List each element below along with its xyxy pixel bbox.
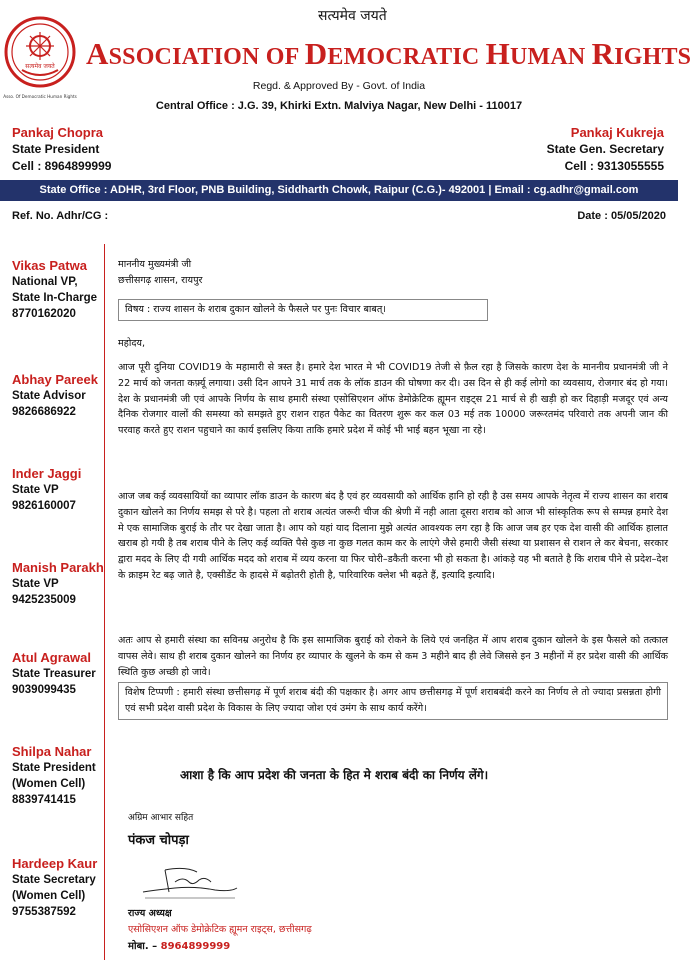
letter-date: Date : 05/05/2020 bbox=[577, 210, 666, 222]
left-officer-role: State President bbox=[12, 142, 100, 156]
org-name: ASSOCIATION OF DEMOCRATIC HUMAN RIGHTS bbox=[86, 36, 691, 71]
paragraph-1: आज पूरी दुनिया COVID19 के महामारी से त्रस्त है। हमारे देश भारत मे भी COVID19 तेजी से फ़ैल रहा है जिसके कारण देश के माननीय प्रधानमंत्री जी ने 22 मार्च को जनता कर्फ़्यू लगाया। उसी दिन आपने 31 मार्च तक के लॉक डाउन की घोषणा कर दी। उस दिन से ही कई लोगो का व्यवसाय, रोजगार बंद हो गया। देश के प्रधानमंत्री जी एवं आपके निर्णय के साथ हमारी संस्था एसोसिएशन ऑफ डेमोक्रेटिक ह्यूमन राइट्स 21 मार्च से ही खड़ी हो कर दिहाड़ी मजदूर एवं अन्य दैनिक रोजगार वालों की समस्या को समझते हुए राशन राहत पैकेट का वितरण शुरू कर कल 03 मई तक 10000 जरूरतमंद परिवारो तक अपनी जान की परवाह करते हुए राशन पहुचाने का कार्य इसलिए किया ताकि हमारे प्रदेश में कोई भी भाई बहन भूखा ना रहे। bbox=[118, 362, 668, 437]
signatory-role: राज्य अध्यक्ष bbox=[128, 908, 172, 919]
signatory-org: एसोसिएशन ऑफ डेमोक्रेटिक ह्यूमन राइट्स, छत्तीसगढ़ bbox=[128, 924, 312, 935]
member-manish-parakh: Manish Parakh State VP 9425235009 bbox=[12, 560, 104, 606]
member-hardeep-kaur: Hardeep Kaur State Secretary (Women Cell) 9755387592 bbox=[12, 856, 98, 918]
addressee-line-2: छत्तीसगढ़ शासन, रायपुर bbox=[118, 274, 203, 286]
addressee-line-1: माननीय मुख्यमंत्री जी bbox=[118, 259, 192, 270]
right-officer-cell: Cell : 9313055555 bbox=[564, 159, 664, 173]
signatory-name: पंकज चोपड़ा bbox=[128, 833, 189, 848]
motto: सत्यमेव जयते bbox=[318, 8, 387, 24]
central-office: Central Office : J.G. 39, Khirki Extn. Malviya Nagar, New Delhi - 110017 bbox=[155, 100, 523, 112]
right-officer bbox=[547, 124, 664, 175]
right-officer-role: State Gen. Secretary bbox=[546, 142, 664, 156]
logo-text-bottom: Asso. Of Democratic Human Rights bbox=[3, 94, 77, 99]
ref-number: Ref. No. Adhr/CG : bbox=[12, 210, 109, 222]
signature-image bbox=[135, 862, 245, 906]
addressee bbox=[118, 257, 668, 289]
member-shilpa-nahar: Shilpa Nahar State President (Women Cell) 8839741415 bbox=[12, 744, 96, 806]
special-note-box: विशेष टिप्पणी : हमारी संस्था छत्तीसगढ़ में पूर्ण शराब बंदी की पक्षकार है। अगर आप छत्तीसगढ़ में पूर्ण शराबबंदी करने का निर्णय ले तो ज्यादा प्रसन्नता होगी एवं सभी प्रदेश वासी प्रदेश के विकास के लिए ज्यादा जोश एवं उमंग के साथ कार्य करेंगे। bbox=[118, 682, 668, 720]
registration-line: Regd. & Approved By - Govt. of India bbox=[252, 80, 426, 92]
left-officer-name: Pankaj Chopra bbox=[12, 125, 104, 140]
left-officer-cell: Cell : 8964899999 bbox=[12, 159, 112, 173]
right-officer-name: Pankaj Kukreja bbox=[570, 125, 664, 140]
greeting: महोदय, bbox=[118, 338, 146, 349]
closing-line: आशा है कि आप प्रदेश की जनता के हित मे शराब बंदी का निर्णय लेंगे। bbox=[180, 768, 489, 782]
org-logo bbox=[4, 12, 76, 110]
left-officer bbox=[12, 124, 111, 175]
paragraph-3: अतः आप से हमारी संस्था का सविनम्र अनुरोध है कि इस सामाजिक बुराई को रोकने के लिये एवं जनहित में आप शराब दुकान खोलने के इस फैसले को तत्काल वापस लेवे। साथ ही शराब दुकान खोलने का निर्णय हर व्यापार के खुलने के कम से कम 3 महीने बाद ही लेवे जिससे इन 3 महीनों में हर प्रदेश वासी की आर्थिक स्थिति कुछ अच्छी हो जावे। bbox=[118, 635, 668, 678]
signatory-mobile: मोबा. – 8964899999 bbox=[128, 941, 231, 952]
logo-text-top: सत्यमेव जयते bbox=[25, 63, 55, 70]
subject-box: विषय : राज्य शासन के शराब दुकान खोलने के फैसले पर पुनः विचार बाबत्। bbox=[118, 299, 488, 321]
sidebar-divider bbox=[104, 244, 105, 960]
member-abhay-pareek: Abhay Pareek State Advisor 9826686922 bbox=[12, 372, 98, 418]
state-office-bar: State Office : ADHR, 3rd Floor, PNB Building, Siddharth Chowk, Raipur (C.G.)- 492001 | Email : cg.adhr@gmail.com bbox=[0, 180, 678, 201]
paragraph-2: आज जब कई व्यवसायियों का व्यापार लॉक डाउन के कारण बंद है एवं हर व्यवसायी को आर्थिक हानि हो रही है उस समय आपके नेतृत्व में राज्य शासन का शराब दुकान खोलने का निर्णय समझ से परे है। पहला तो शराब अत्यंत जरूरी चीज की श्रेणी में नही आता दूसरा शराब को आज भी सांस्कृतिक रूप से सम्पन्न हमारे देश मे एक सामाजिक बुराई के तौर पर देखा जाता है। आप को यहां याद दिलाना मुझे अत्यंत आवश्यक लग रहा है कि आज जब हर एक देश वासी की आर्थिक हालात खराब हो गयी है तब शराब पीने के लिए कई व्यक्ति पैसे कुछ ना कुछ गलत काम कर के लाएंगे जैसे हमारी जैसी संस्था या प्रशासन से राशन ले कर बेचना, सरकार द्वारा मदद के लिए दी गयी आर्थिक मदद को शराब में व्यय करना या फिर चोरी–डकैती करना भी हो सकता है। आंकड़े यह भी बताते है कि शराब पीने से प्रदेश–देश के क्राइम रेट बढ़ जाते है, एक्सीडेंट के हादसे में बढ़ोतरी होती है, पारिवारिक क्लेश भी बढ़ते हैं, इत्यादि इत्यादि। bbox=[118, 491, 668, 581]
member-vikas-patwa: Vikas Patwa National VP, State In-Charge 8770162020 bbox=[12, 258, 97, 320]
member-inder-jaggi: Inder Jaggi State VP 9826160007 bbox=[12, 466, 82, 512]
regards: अग्रिम आभार सहित bbox=[128, 813, 194, 823]
member-atul-agrawal: Atul Agrawal State Treasurer 9039099435 bbox=[12, 650, 96, 696]
